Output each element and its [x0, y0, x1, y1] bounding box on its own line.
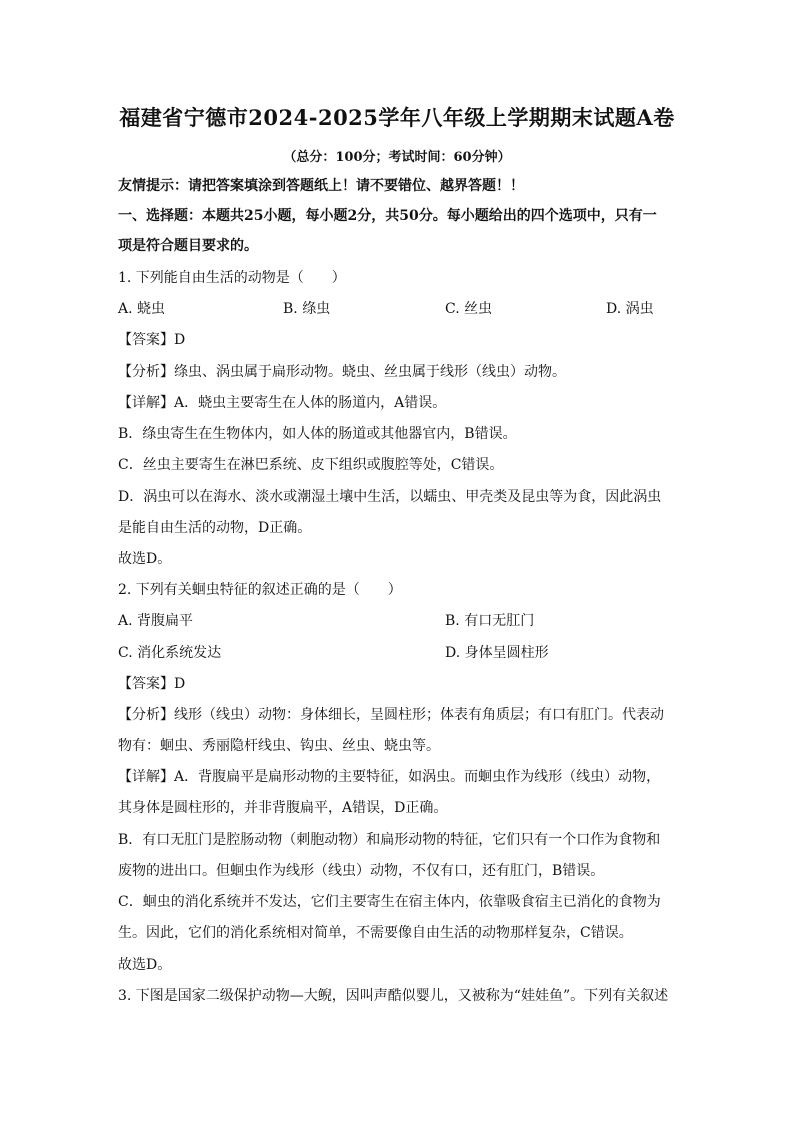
q1-option-d: D. 涡虫: [606, 301, 654, 317]
question-3-stem: 3. 下图是国家二级保护动物—大鲵，因叫声酷似婴儿，又被称为“娃娃鱼”。下列有关叙述: [118, 988, 669, 1004]
q1-conclusion: 故选D。: [118, 551, 172, 567]
q2-option-b: B. 有口无肛门: [445, 613, 535, 629]
q2-option-a: A. 背腹扁平: [118, 613, 194, 629]
q2-analysis-line: 【分析】线形（线虫）动物：身体细长，呈圆柱形；体表有角质层；有口有肛门。代表动: [118, 707, 664, 723]
q1-detail-line: D．涡虫可以在海水、淡水或潮湿土壤中生活，以蠕虫、甲壳类及昆虫等为食，因此涡虫: [118, 489, 662, 505]
q1-analysis: 【分析】绦虫、涡虫属于扁形动物。蛲虫、丝虫属于线形（线虫）动物。: [118, 364, 566, 380]
notice: 友情提示：请把答案填涂到答题纸上！请不要错位、越界答题！！: [118, 178, 524, 194]
page-title: 福建省宁德市2024-2025学年八年级上学期期末试题A卷: [119, 105, 675, 130]
exam-meta: （总分：100分；考试时间：60分钟）: [283, 150, 511, 165]
q2-detail-line: 【详解】A．背腹扁平是扁形动物的主要特征，如涡虫。而蛔虫作为线形（线虫）动物，: [118, 769, 661, 785]
q1-detail-line: 【详解】A．蛲虫主要寄生在人体的肠道内，A错误。: [118, 395, 447, 411]
q1-option-c: C. 丝虫: [445, 301, 493, 317]
q1-detail-line: 是能自由生活的动物，D正确。: [118, 520, 312, 536]
q1-option-b: B. 绦虫: [283, 301, 331, 317]
q2-conclusion: 故选D。: [118, 957, 172, 973]
question-2-stem: 2. 下列有关蛔虫特征的叙述正确的是（ ）: [118, 582, 402, 598]
q1-detail-line: B．绦虫寄生在生物体内，如人体的肠道或其他器官内，B错误。: [118, 426, 517, 442]
q2-detail-line: B．有口无肛门是腔肠动物（刺胞动物）和扁形动物的特征，它们只有一个口作为食物和: [118, 832, 661, 848]
question-1-stem: 1. 下列能自由生活的动物是（ ）: [118, 270, 346, 286]
q2-analysis-line: 物有：蛔虫、秀丽隐杆线虫、钩虫、丝虫、蛲虫等。: [118, 738, 440, 754]
q2-option-d: D. 身体呈圆柱形: [445, 645, 549, 661]
section-heading-line-2: 项是符合题目要求的。: [118, 238, 258, 254]
q1-detail-line: C．丝虫主要寄生在淋巴系统、皮下组织或腹腔等处，C错误。: [118, 457, 504, 473]
q1-option-a: A. 蛲虫: [118, 301, 166, 317]
q2-option-c: C. 消化系统发达: [118, 645, 222, 661]
q2-answer: 【答案】D: [118, 676, 186, 692]
q1-answer: 【答案】D: [118, 332, 186, 348]
q2-detail-line: 其身体是圆柱形的，并非背腹扁平，A错误，D正确。: [118, 800, 448, 816]
q2-detail-line: C．蛔虫的消化系统并不发达，它们主要寄生在宿主体内，依靠吸食宿主已消化的食物为: [118, 894, 661, 910]
q2-detail-line: 废物的进出口。但蛔虫作为线形（线虫）动物，不仅有口，还有肛门，B错误。: [118, 863, 605, 879]
q2-detail-line: 生。因此，它们的消化系统相对简单，不需要像自由生活的动物那样复杂，C错误。: [118, 925, 633, 941]
section-heading-line-1: 一、选择题：本题共25小题，每小题2分，共50分。每小题给出的四个选项中，只有一: [118, 208, 657, 224]
